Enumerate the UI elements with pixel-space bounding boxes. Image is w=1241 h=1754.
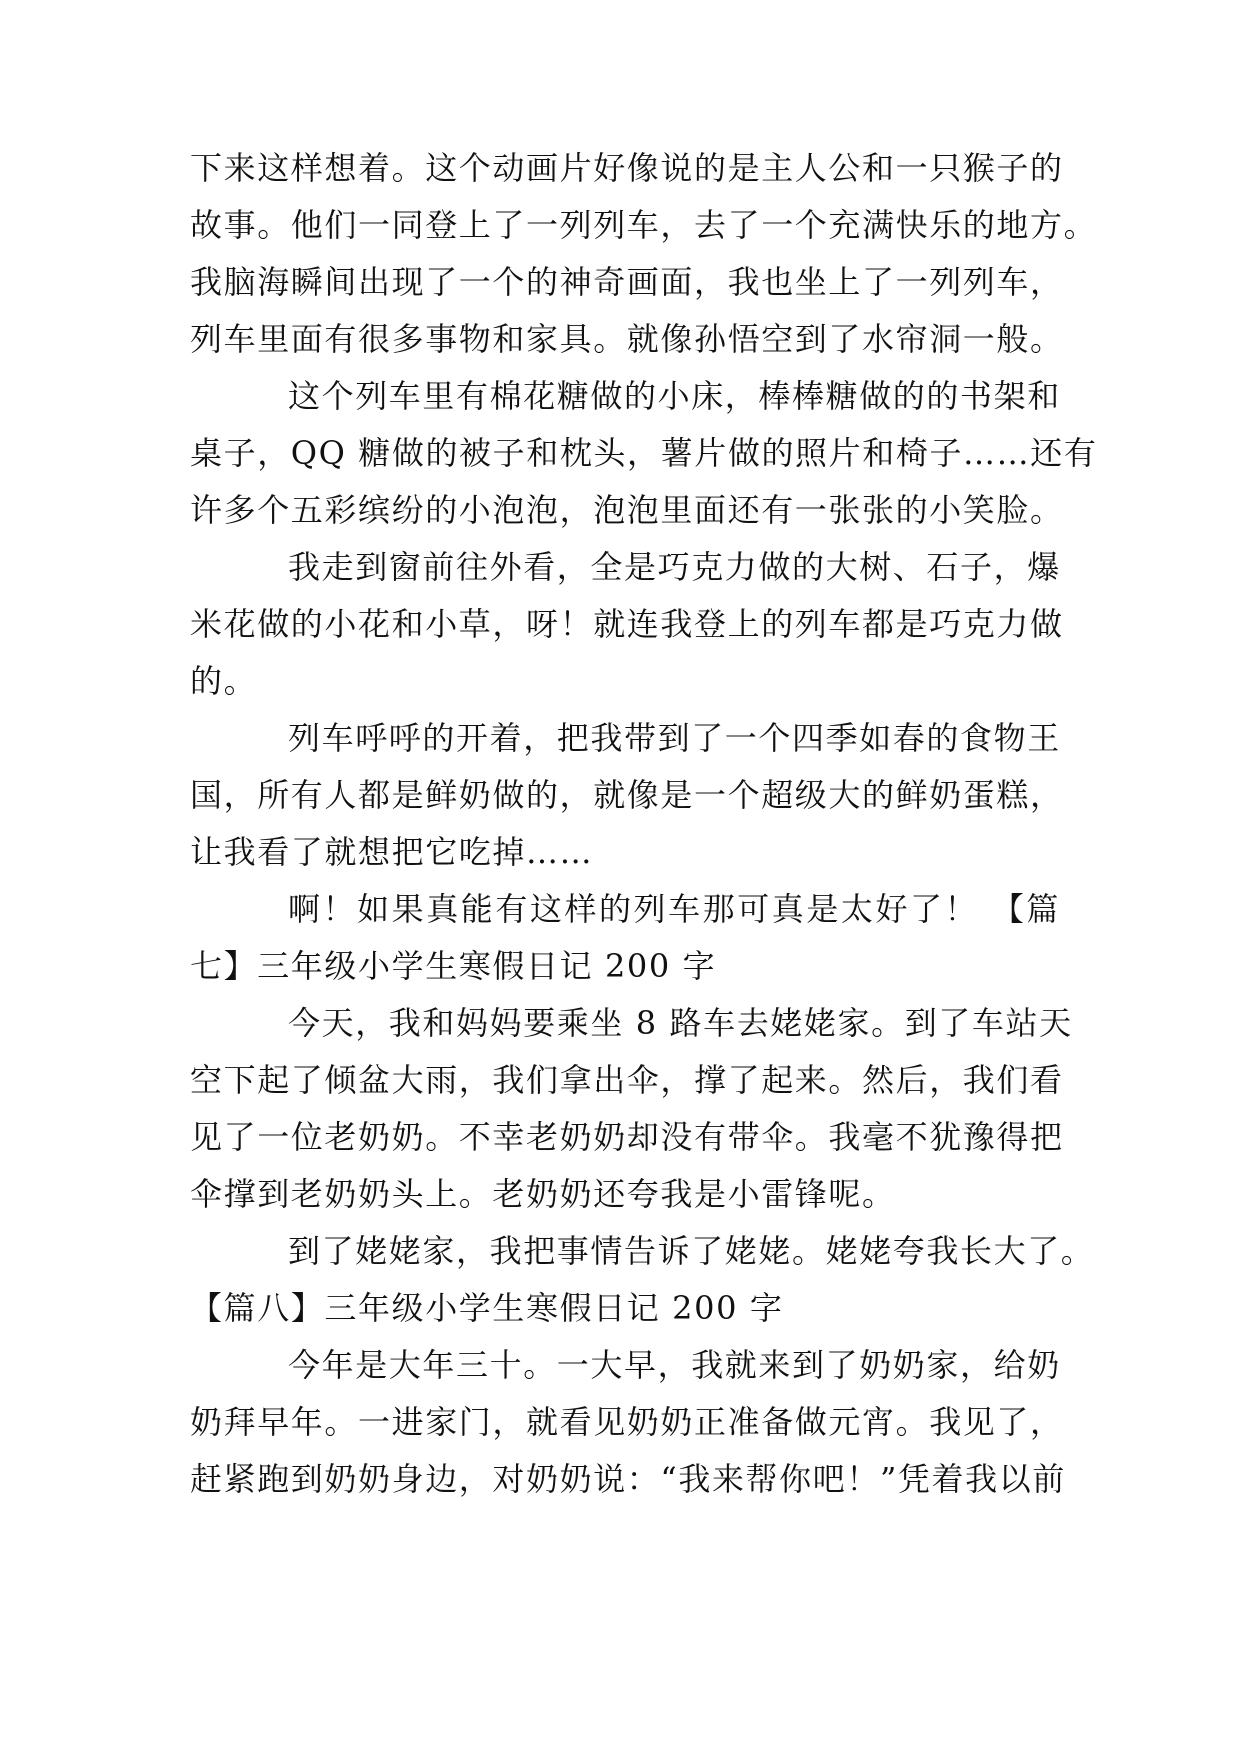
text-line: 奶拜早年。一进家门，就看见奶奶正准备做元宵。我见了， <box>190 1403 1064 1441</box>
text-line: 让我看了就想把它吃掉…… <box>190 833 594 871</box>
text-line: 桌子，QQ 糖做的被子和枕头，薯片做的照片和椅子……还有 <box>190 434 1098 472</box>
paragraph-first-line: 今天，我和妈妈要乘坐 8 路车去姥姥家。到了车站天 <box>288 1004 1073 1042</box>
text-line: 故事。他们一同登上了一列列车，去了一个充满快乐的地方。 <box>190 206 1098 244</box>
text-line: 的。 <box>190 662 258 700</box>
paragraph-first-line: 我走到窗前往外看，全是巧克力做的大树、石子，爆 <box>288 548 1061 586</box>
paragraph-first-line: 到了姥姥家，我把事情告诉了姥姥。姥姥夸我长大了。 <box>288 1232 1095 1270</box>
text-line: 伞撑到老奶奶头上。老奶奶还夸我是小雷锋呢。 <box>190 1175 896 1213</box>
paragraph-first-line: 啊！如果真能有这样的列车那可真是太好了！ 【篇 <box>288 890 1060 928</box>
text-line: 国，所有人都是鲜奶做的，就像是一个超级大的鲜奶蛋糕， <box>190 776 1064 814</box>
text-line: 空下起了倾盆大雨，我们拿出伞，撑了起来。然后，我们看 <box>190 1061 1064 1099</box>
text-line: 许多个五彩缤纷的小泡泡，泡泡里面还有一张张的小笑脸。 <box>190 491 1064 529</box>
paragraph-first-line: 列车呼呼的开着，把我带到了一个四季如春的食物王 <box>288 719 1061 757</box>
text-line: 见了一位老奶奶。不幸老奶奶却没有带伞。我毫不犹豫得把 <box>190 1118 1064 1156</box>
paragraph-first-line: 今年是大年三十。一大早，我就来到了奶奶家，给奶 <box>288 1346 1061 1384</box>
paragraph-first-line: 这个列车里有棉花糖做的小床，棒棒糖做的的书架和 <box>288 377 1061 415</box>
section-heading-line: 七】三年级小学生寒假日记 200 字 <box>190 947 717 985</box>
section-heading: 【篇八】三年级小学生寒假日记 200 字 <box>190 1289 784 1327</box>
text-line: 赶紧跑到奶奶身边，对奶奶说：“我来帮你吧！”凭着我以前 <box>190 1460 1066 1498</box>
text-line: 米花做的小花和小草，呀！就连我登上的列车都是巧克力做 <box>190 605 1064 643</box>
text-line: 列车里面有很多事物和家具。就像孙悟空到了水帘洞一般。 <box>190 320 1064 358</box>
text-line: 下来这样想着。这个动画片好像说的是主人公和一只猴子的 <box>190 149 1064 187</box>
text-line: 我脑海瞬间出现了一个的神奇画面，我也坐上了一列列车， <box>190 263 1064 301</box>
